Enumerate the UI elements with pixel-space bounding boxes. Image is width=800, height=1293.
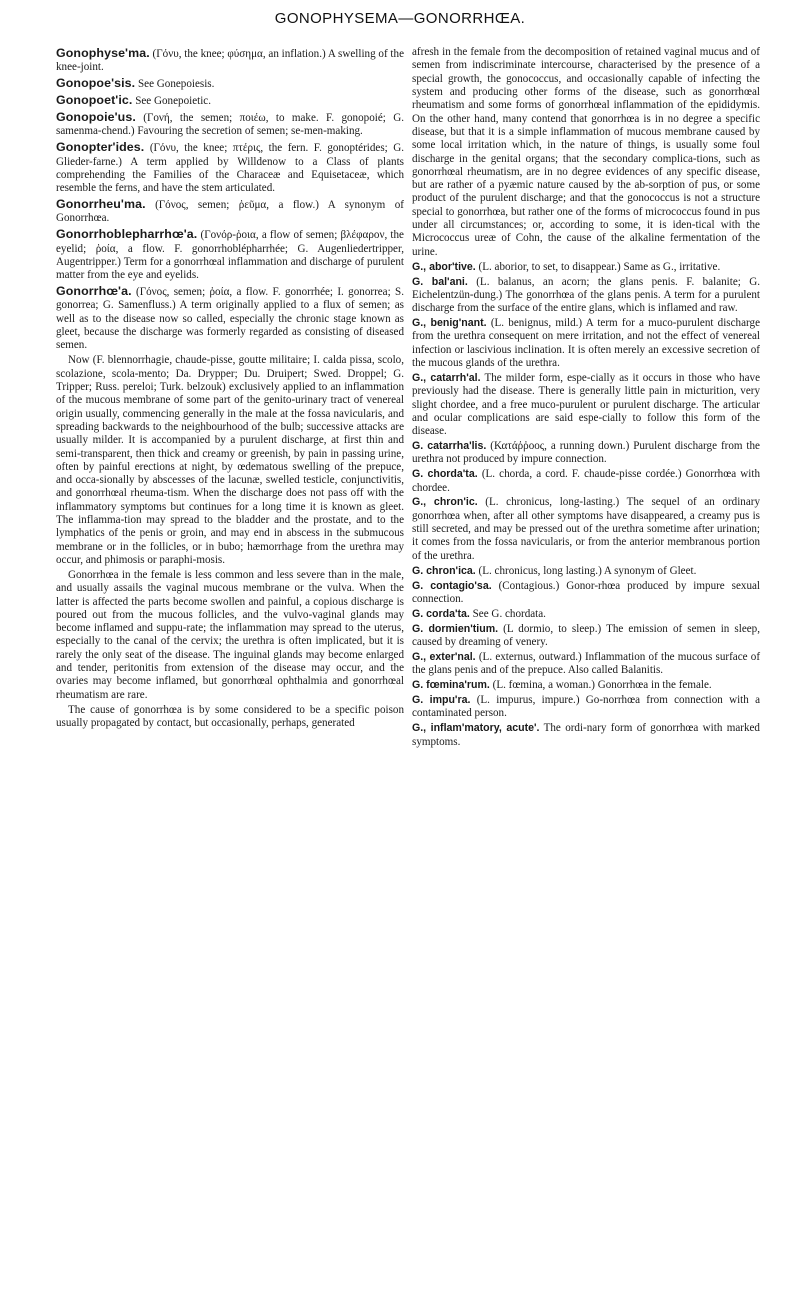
dictionary-entry	[56, 46, 404, 75]
sub-entry	[412, 317, 760, 370]
entry-text: afresh in the female from the decomposition of retained vaginal mucus and of semen from indiscriminate intercourse, characterised by the presence of a special growth, the gonococcus, and occasionally capable of infecting the system and producing other forms of the disease, such as gonorrhœal rheumatism and some forms of gonorrhœal inflammation of the epididymis. On the other hand, many contend that gonorrhœa is in no degree a specific disease, but that it is a simple inflammation of mucous membrane caused by some local irritation which, in the nature of things, is usually some foul discharge in the genital organs; that the secondary complica-tions, such as gonorrhœal rheumatism, are in no degree evidences of any specific disease, but are rather of a pyæmic nature caused by the ab-sorption of pus, or some product of the purulent discharge; and that the gonococcus is not a structure special to gonorrhœa, but rather one of the forms of micrococcus found in pus under all circumstances; or, according to some, it is iden-tical with the Micrococcus ureæ of Cohn, the cause of the alkaline fermentation of the urine.	[412, 46, 760, 258]
entry-text: (L. balanus, an acorn; the glans penis. F. balanite; G. Eichelentzün-dung.) The gonorrhœa of the glans penis. A term for a purulent discharge from the surface of the entire glans, which is inflamed and raw.	[412, 275, 761, 315]
dictionary-entry	[56, 110, 404, 139]
entry-text: (L. aborior, to set, to disappear.) Same as G., irritative.	[478, 260, 721, 273]
entry-text: Now (F. blennorrhagie, chaude-pisse, goutte militaire; I. calda pissa, scolo, scolazione, scola-mento; Da. Drypper; Du. Druipert; Swed. Droppel; G. Tripper; Russ. pereloi; Turk. belzouk) exclusively applied to an inflammation of the mucous membrane of some part of the genito-urinary tract of venereal origin usually, commencing generally in the male at the fossa navicularis, and spreading backwards to the neighbourhood of the bulb; successive attacks are usually milder. It is accompanied by a purulent discharge, at first thin and semi-transparent, then thick and creamy or greenish, by pain in passing urine, often by painful erections at night, by œdematous swelling of the prepuce, and occa-sionally by abscesses of the lacunæ, swelled testicle, conjunctivitis, and gonorrhœal rheuma-tism. When the discharge does not pass off with the inflammatory symptoms but continues for a long time it is known as gleet. The inflamma-tion may spread to the bladder and the prostate, and to the lymphatics of the penis or groin, and may end in abscess in the submucous membrane or in the follicles, or in bubo; hæmorrhage from the urethra may occur, and phimosis or paraphi-mosis.	[56, 354, 404, 566]
entry-text: (L dormio, to sleep.) The emission of semen in sleep, caused by dreaming of venery.	[412, 622, 760, 648]
entry-headword: G. impu'ra.	[412, 694, 471, 706]
entry-text: See Gonepoiesis.	[137, 78, 215, 91]
sub-entry	[412, 440, 760, 467]
entry-text: (L. benignus, mild.) A term for a muco-purulent discharge from the urethra consequent on mere irritation, and not the effect of venereal infection or lascivious inclination. It is often merely an excessive secretion of the mucous glands of the urethra.	[412, 317, 760, 369]
entry-headword: Gonorrheu'ma.	[56, 197, 146, 212]
dictionary-entry	[56, 197, 404, 226]
entry-text: (L. impurus, impure.) Go-norrhœa from connection with a contaminated person.	[412, 694, 760, 720]
entry-text: (Contagious.) Gonor-rhœa produced by impure sexual connection.	[412, 579, 760, 605]
entry-text: (Κατάῤῥοος, a running down.) Purulent discharge from the urethra not produced by impure connection.	[412, 440, 760, 466]
entry-headword: G. fœmina'rum.	[412, 679, 490, 692]
entry-paragraph	[56, 569, 404, 702]
sub-entry	[412, 608, 760, 621]
entry-headword: Gonophyse'ma.	[56, 46, 150, 60]
sub-entry	[412, 580, 760, 607]
sub-entry	[412, 565, 760, 578]
entry-text: (L. chronicus, long-lasting.) The sequel of an ordinary gonorrhœa when, after all other symptoms have disappeared, a creamy pus is still secreted, and may be pressed out of the urethra sometime after urination; it comes from the fossa navicularis, or from the anterior membranous portion of the urethra.	[412, 496, 760, 562]
sub-entry	[412, 623, 760, 650]
running-head: GONOPHYSEMA—GONORRHŒA.	[274, 10, 526, 27]
entry-paragraph	[56, 704, 404, 731]
entry-headword: G. corda'ta.	[412, 607, 470, 620]
dictionary-entry	[56, 284, 404, 353]
entry-headword: G. bal'ani.	[412, 275, 468, 288]
sub-entry	[412, 468, 760, 495]
sub-entry	[412, 276, 760, 316]
entry-headword: Gonorrhoblepharrhœ'a.	[56, 227, 198, 242]
dictionary-entry	[56, 76, 404, 91]
entry-headword: Gonopter'ides.	[56, 140, 145, 155]
dictionary-entry	[56, 93, 404, 108]
entry-text: (L. fœmina, a woman.) Gonorrhœa in the female.	[492, 679, 712, 692]
entry-headword: G. contagio'sa.	[412, 579, 492, 592]
left-column	[56, 46, 404, 732]
entry-headword: G., exter'nal.	[412, 650, 476, 663]
entry-text: (L. chorda, a cord. F. chaude-pisse cordée.) Gonorrhœa with chordee.	[412, 468, 761, 494]
entry-text: The ordi-nary form of gonorrhœa with marked symptoms.	[412, 722, 760, 748]
sub-entry	[412, 372, 760, 439]
entry-text: (L. chronicus, long lasting.) A synonym of Gleet.	[478, 564, 697, 577]
entry-paragraph	[56, 354, 404, 567]
entry-text: The milder form, espe-cially as it occurs in those who have previously had the disease. There is generally little pain in micturition, very slight chordee, and a free muco-purulent or purulent discharge. The articular and ocular complications are said espe-cially to follow this form of the disease.	[412, 371, 761, 438]
sub-entry	[412, 722, 760, 749]
entry-headword: G., catarrh'al.	[412, 371, 481, 384]
sub-entry	[412, 694, 760, 721]
entry-headword: Gonorrhœ'a.	[56, 284, 132, 299]
entry-text: (Γονή, the semen; ποιέω, to make. F. gonopoié; G. samenma-chend.) Favouring the secretion of semen; se-men-making.	[56, 112, 404, 138]
sub-entry	[412, 651, 760, 678]
entry-text: (L. externus, outward.) Inflammation of the mucous surface of the glans penis and of the prepuce. Also called Balanitis.	[412, 650, 761, 677]
entry-headword: Gonopoet'ic.	[56, 93, 133, 108]
entry-text: (Γόνυ, the knee; πτέρις, the fern. F. gonoptérides; G. Glieder-farne.) A term applied by Willdenow to a Class of plants comprehending the Families of the Characeæ and Equisetaceæ, which resemble the ferns, and have the stem articulated.	[56, 142, 404, 195]
entry-text: (Γόνος, semen; ῥοία, a flow. F. gonorrhée; I. gonorrea; S. gonorrea; G. Samenfluss.) A term originally applied to a flux of semen; as well as to the disease now so called, especially the chronic stage known as gleet, because the discharge was formerly regarded as consisting of diseased semen.	[56, 286, 404, 352]
sub-entry	[412, 679, 760, 692]
entry-continuation	[412, 46, 760, 259]
entry-headword: G., chron'ic.	[412, 496, 478, 509]
dictionary-entry	[56, 140, 404, 195]
entry-text: (Γόνος, semen; ῥεῦμα, a flow.) A synonym of Gonorrhœa.	[56, 199, 404, 225]
entry-headword: Gonopoie'us.	[56, 110, 136, 125]
right-column	[412, 46, 760, 750]
entry-headword: G., abor'tive.	[412, 260, 476, 273]
entry-headword: G. catarrha'lis.	[412, 440, 487, 453]
dictionary-entry	[56, 227, 404, 282]
entry-text: (Γονόρ-ῥοια, a flow of semen; βλέφαρον, the eyelid; ῥοία, a flow. F. gonorrhoblépharrhée; G. Augenliedertripper, Augentripper.) Term for a gonorrhœal inflammation and discharge of purulent matter from the eye and eyelids.	[56, 229, 404, 282]
sub-entry	[412, 261, 760, 274]
sub-entry	[412, 496, 760, 563]
entry-headword: G. chorda'ta.	[412, 468, 478, 481]
entry-headword: Gonopoe'sis.	[56, 76, 136, 91]
entry-headword: G., inflam'matory, acute'.	[412, 722, 540, 735]
entry-text: Gonorrhœa in the female is less common and less severe than in the male, and usually assails the vaginal mucous membrane or the vulva. When the latter is affected the parts become swollen and painful, a copious discharge is poured out from the mucous follicles, and the vulvo-vaginal glands may become inflamed and suppu-rate; the inflammation may spread to the uterus, especially to the canal of the cervix; the urethra is often implicated, but it is rarely the only seat of the disease. The inguinal glands may become enlarged and tender, peritonitis from extension of the disease may occur, and the ovaries may become inflamed, but gonorrhœal ophthalmia and gonorrhœal rheumatism are rare.	[56, 568, 404, 701]
entry-headword: G. chron'ica.	[412, 564, 476, 577]
entry-text: See G. chordata.	[472, 607, 546, 620]
entry-text: (Γόνυ, the knee; φύσημα, an inflation.) A swelling of the knee-joint.	[56, 48, 404, 74]
entry-text: See Gonepoietic.	[135, 95, 211, 108]
entry-text: The cause of gonorrhœa is by some considered to be a specific poison usually propagated by contact, but occasionally, perhaps, generated	[56, 703, 404, 729]
entry-headword: G. dormien'tium.	[412, 622, 499, 635]
entry-headword: G., benig'nant.	[412, 317, 487, 330]
